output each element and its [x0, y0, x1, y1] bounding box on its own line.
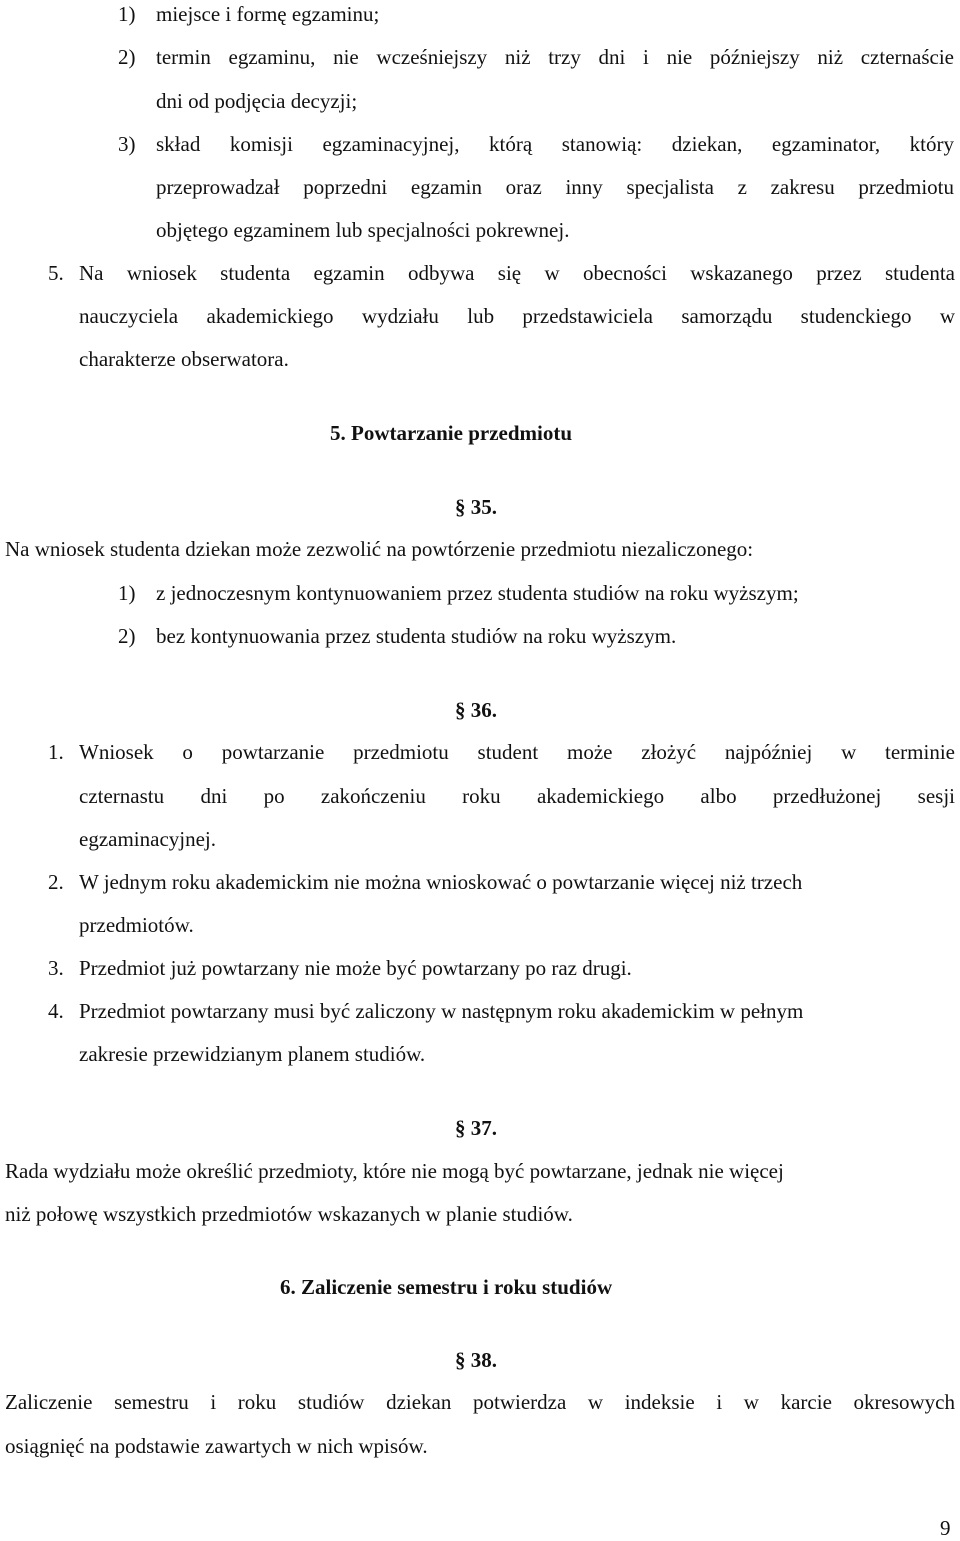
paragraph-text: osiągnięć na podstawie zawartych w nich wpisów.: [5, 1434, 428, 1458]
point-text: egzaminacyjnej.: [79, 827, 217, 851]
list-text: objętego egzaminem lub specjalności pokrewnej.: [156, 218, 570, 242]
point-text: charakterze obserwatora.: [79, 347, 289, 371]
list-text: bez kontynuowania przez studenta studiów na roku wyższym.: [156, 624, 677, 648]
point-text: przedmiotów.: [79, 913, 194, 937]
list-number: 2): [118, 624, 136, 648]
list-text: dni od podjęcia decyzji;: [156, 89, 358, 113]
paragraph-intro: Na wniosek studenta dziekan może zezwolić na powtórzenie przedmiotu niezaliczonego:: [5, 537, 754, 561]
list-text: skład komisji egzaminacyjnej, którą stanowią: dziekan, egzaminator, który: [156, 132, 954, 156]
paragraph-text: niż połowę wszystkich przedmiotów wskazanych w planie studiów.: [5, 1202, 573, 1226]
point-text: zakresie przewidzianym planem studiów.: [79, 1042, 426, 1066]
point-number: 5.: [48, 261, 64, 285]
point-number: 1.: [48, 740, 64, 764]
list-number: 2): [118, 45, 136, 69]
list-number: 1): [118, 2, 136, 26]
list-number: 1): [118, 581, 136, 605]
point-text: czternastu dni po zakończeniu roku akademickiego albo przedłużonej sesji: [79, 784, 955, 808]
point-number: 2.: [48, 870, 64, 894]
page-number: 9: [940, 1516, 951, 1540]
point-text: W jednym roku akademickim nie można wnioskować o powtarzanie więcej niż trzech: [79, 870, 803, 894]
paragraph-text: Zaliczenie semestru i roku studiów dziekan potwierdza w indeksie i w karcie okresowych: [5, 1390, 955, 1414]
point-number: 4.: [48, 999, 64, 1023]
point-text: Wniosek o powtarzanie przedmiotu student może złożyć najpóźniej w terminie: [79, 740, 955, 764]
list-text: termin egzaminu, nie wcześniejszy niż trzy dni i nie późniejszy niż czternaście: [156, 45, 954, 69]
paragraph-label: § 38.: [455, 1348, 497, 1372]
paragraph-label: § 35.: [455, 495, 497, 519]
list-text: miejsce i formę egzaminu;: [156, 2, 380, 26]
point-text: nauczyciela akademickiego wydziału lub przedstawiciela samorządu studenckiego w: [79, 304, 955, 328]
list-number: 3): [118, 132, 136, 156]
point-text: Przedmiot powtarzany musi być zaliczony w następnym roku akademickim w pełnym: [79, 999, 804, 1023]
list-text: z jednoczesnym kontynuowaniem przez studenta studiów na roku wyższym;: [156, 581, 799, 605]
paragraph-label: § 37.: [455, 1116, 497, 1140]
paragraph-text: Rada wydziału może określić przedmioty, które nie mogą być powtarzane, jednak nie więcej: [5, 1159, 784, 1183]
point-text: Na wniosek studenta egzamin odbywa się w obecności wskazanego przez studenta: [79, 261, 955, 285]
section-title: 5. Powtarzanie przedmiotu: [330, 421, 573, 445]
point-text: Przedmiot już powtarzany nie może być powtarzany po raz drugi.: [79, 956, 632, 980]
paragraph-label: § 36.: [455, 698, 497, 722]
section-title: 6. Zaliczenie semestru i roku studiów: [280, 1275, 613, 1299]
list-text: przeprowadzał poprzedni egzamin oraz inny specjalista z zakresu przedmiotu: [156, 175, 954, 199]
point-number: 3.: [48, 956, 64, 980]
